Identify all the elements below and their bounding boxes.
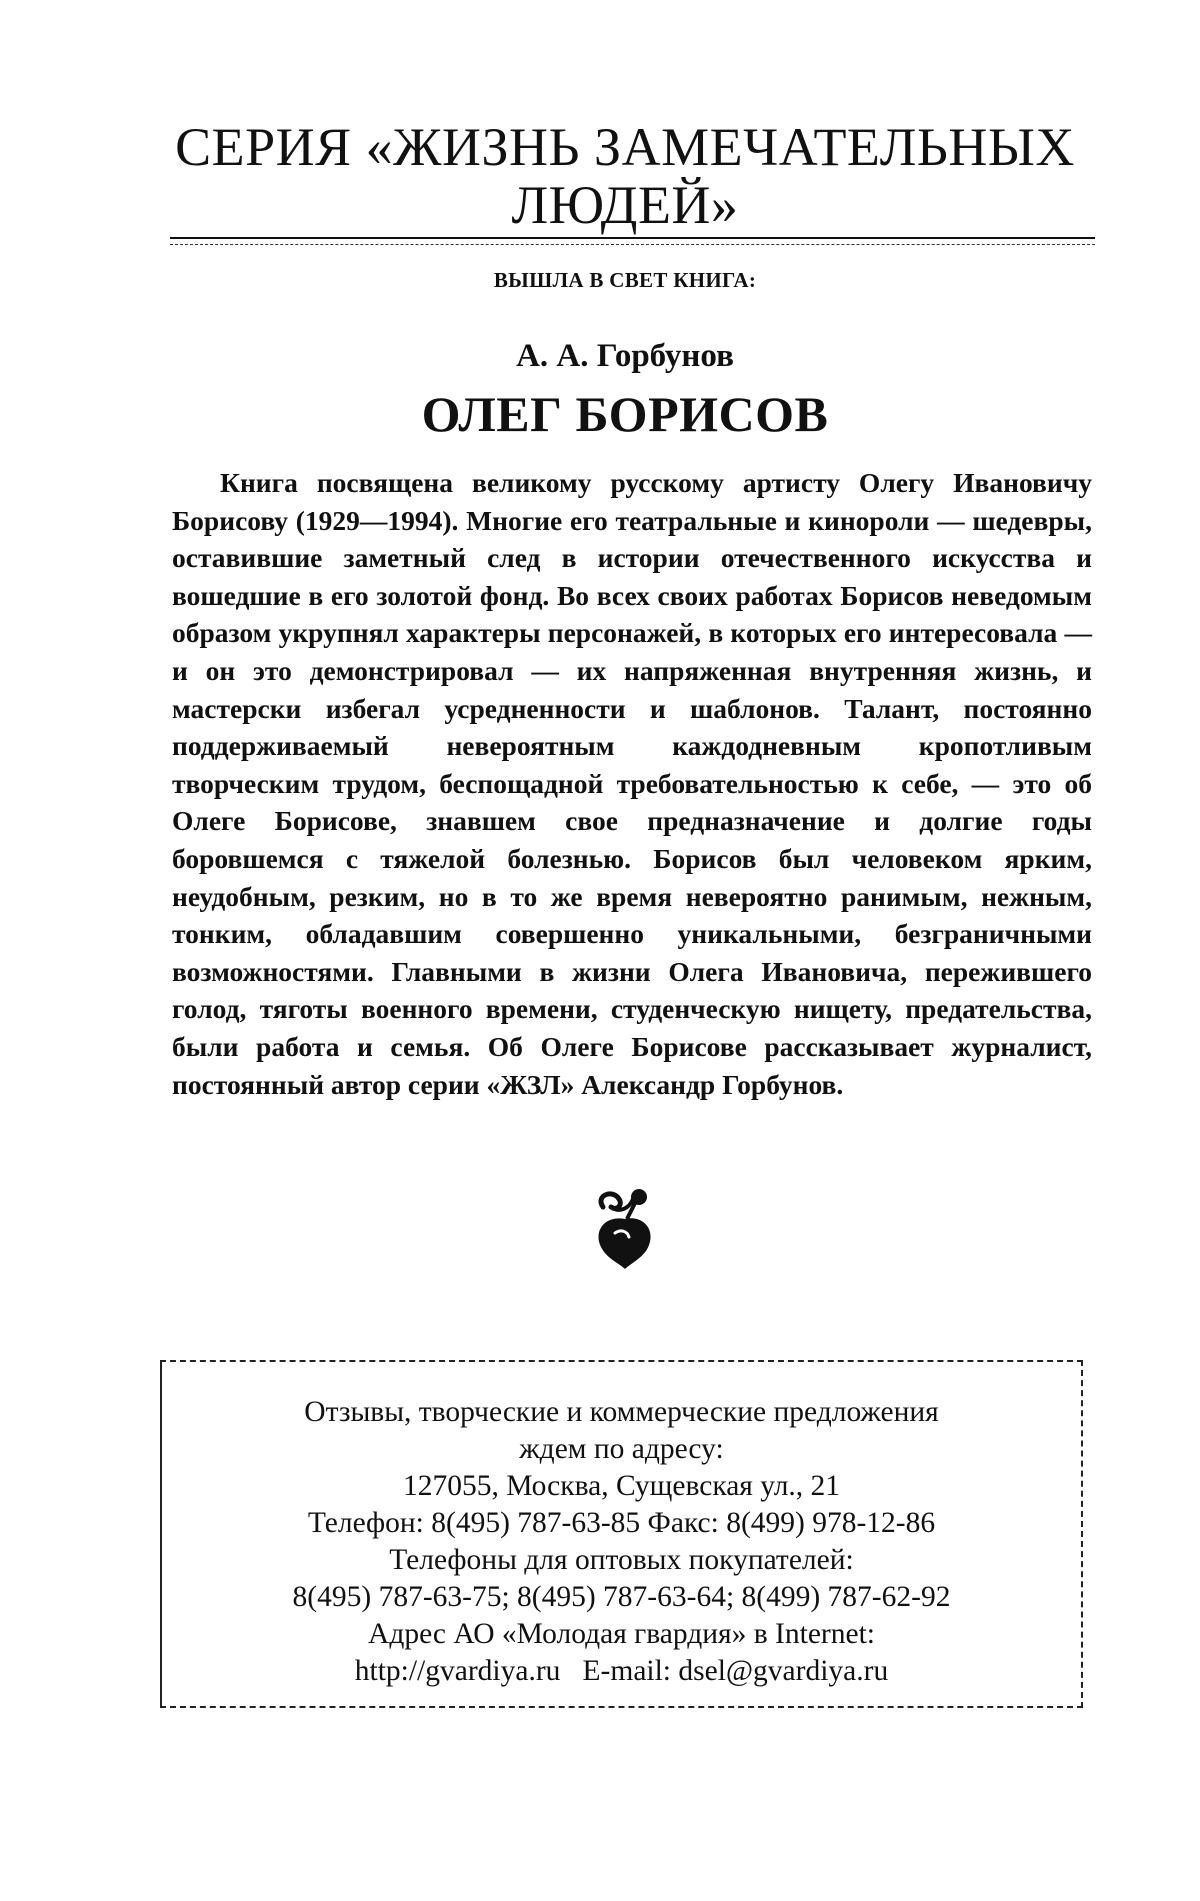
series-title [160,118,1090,234]
contact-line-internet-label: Адрес АО «Молодая гвардия» в Internet: [368,1618,875,1650]
contact-box [160,1360,1083,1708]
published-label: ВЫШЛА В СВЕТ КНИГА: [493,268,757,292]
contact-line-wholesale-label: Телефоны для оптовых покупателей: [389,1544,854,1576]
contact-line-address: 127055, Москва, Сущевская ул., 21 [402,1470,841,1502]
contact-lines [162,1394,1081,1690]
book-author: А. А. Горбунов [516,338,734,374]
book-description: Книга посвящена великому русскому артисту Олегу Ивановичу Борисову (1929—1994). Многие его театральные и кинороли — шедевры, оставившие заметный след в истории отечественного искусства и вошедшие в его золотой фонд. Во всех своих работах Борисов неведомым образом укрупнял характеры персонажей, в которых его интересовала — и он это демонстрировал — их напряженная внутренняя жизнь, и мастерски избегал усредненности и шаблонов. Талант, постоянно поддерживаемый невероятным каждодневным кропотливым творческим трудом, беспощадной требовательностью к себе, — это об Олеге Борисове, знавшем свое предназначение и долгие годы боровшемся с тяжелой болезнью. Борисов был человеком ярким, неудобным, резким, но в то же время невероятно ранимым, нежным, тонким, обладавшим совершенно уникальными, безграничными возможностями. Главными в жизни Олега Ивановича, пережившего голод, тяготы военного времени, студенческую нищету, предательства, были работа и семья. Об Олеге Борисове рассказывает журналист, постоянный автор серии «ЖЗЛ» Александр Горбунов. [172,467,1092,1100]
contact-line-web-email: http://gvardiya.ru E-mail: dsel@gvardiya.ru [354,1655,889,1687]
header-divider [170,237,1095,245]
series-title-line1: СЕРИЯ «ЖИЗНЬ ЗАМЕЧАТЕЛЬНЫХ [175,117,1075,177]
series-title-line2: ЛЮДЕЙ» [511,175,739,235]
contact-line-phone-fax: Телефон: 8(495) 787-63-85 Факс: 8(499) 978-12-86 [307,1507,936,1539]
contact-line-feedback: Отзывы, творческие и коммерческие предложения [304,1396,939,1428]
book-title: ОЛЕГ БОРИСОВ [421,386,829,442]
fleuron-icon [575,1185,675,1275]
contact-line-wholesale-phones: 8(495) 787-63-75; 8(495) 787-63-64; 8(499) 787-62-92 [292,1581,951,1613]
contact-line-await: ждем по адресу: [519,1433,724,1465]
